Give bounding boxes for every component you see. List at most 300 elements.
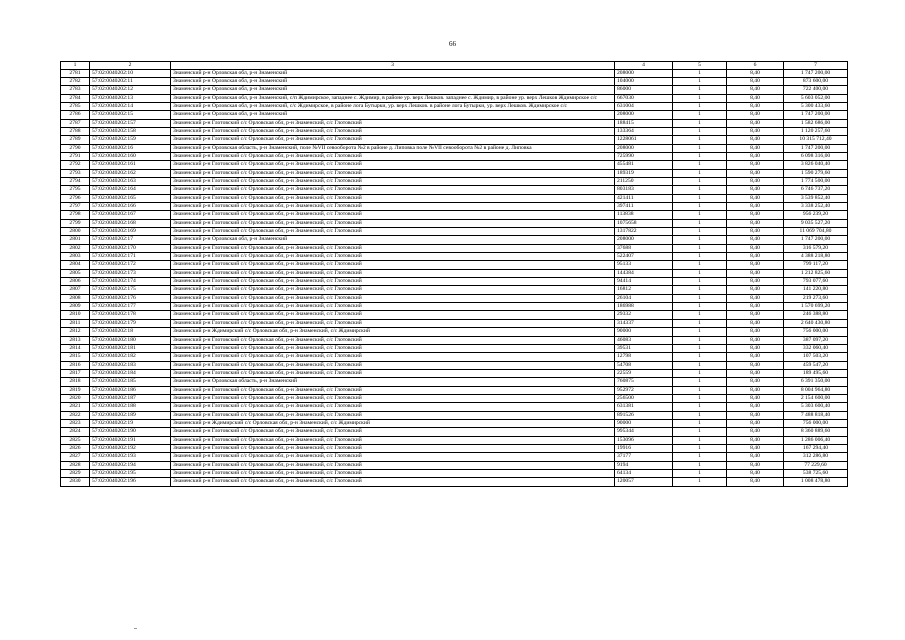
share-cell: 1 bbox=[673, 228, 727, 236]
cadastral-number-cell: 57:02:0040202:185 bbox=[90, 378, 171, 386]
share-cell: 1 bbox=[673, 203, 727, 211]
rate-cell: 8,40 bbox=[727, 361, 784, 369]
rate-cell: 8,40 bbox=[727, 428, 784, 436]
column-header: 6 bbox=[727, 62, 784, 70]
share-cell: 1 bbox=[673, 77, 727, 85]
share-cell: 1 bbox=[673, 478, 727, 486]
cadastral-value-cell: 2 640 430,80 bbox=[784, 319, 848, 327]
cadastral-value-cell: 5 603 052,00 bbox=[784, 94, 848, 102]
cadastral-value-cell: 1 286 006,40 bbox=[784, 436, 848, 444]
table-row bbox=[61, 386, 848, 394]
table-row bbox=[61, 203, 848, 211]
cadastral-number-cell: 57:02:0040202:165 bbox=[90, 194, 171, 202]
cadastral-value-cell: 387 097,20 bbox=[784, 336, 848, 344]
cadastral-number-cell: 57:02:0040202:195 bbox=[90, 470, 171, 478]
rate-cell: 8,40 bbox=[727, 269, 784, 277]
rate-cell: 8,40 bbox=[727, 228, 784, 236]
row-number-cell: 2801 bbox=[61, 236, 90, 244]
address-cell: Знаменский р-н Орловская обл, р-н Знаменский bbox=[171, 69, 615, 77]
address-cell: Знаменский р-н Орловская обл, р-н Знаменский bbox=[171, 236, 615, 244]
area-cell: 256500 bbox=[615, 394, 673, 402]
cadastral-value-cell: 1 747 200,00 bbox=[784, 144, 848, 152]
row-number-cell: 2792 bbox=[61, 161, 90, 169]
cadastral-number-cell: 57:02:0040202:184 bbox=[90, 369, 171, 377]
row-number-cell: 2820 bbox=[61, 394, 90, 402]
column-header: 4 bbox=[615, 62, 673, 70]
cadastral-number-cell: 57:02:0040202:161 bbox=[90, 161, 171, 169]
rate-cell: 8,40 bbox=[727, 102, 784, 110]
rate-cell: 8,40 bbox=[727, 311, 784, 319]
share-cell: 1 bbox=[673, 94, 727, 102]
table-row bbox=[61, 419, 848, 427]
rate-cell: 8,40 bbox=[727, 186, 784, 194]
rate-cell: 8,40 bbox=[727, 219, 784, 227]
row-number-cell: 2813 bbox=[61, 336, 90, 344]
address-cell: Знаменский р-н Глотовский с/с Орловская обл, р-н Знаменский, с/с Глотовский bbox=[171, 403, 615, 411]
address-cell: Знаменский р-н Глотовский с/с Орловская обл, р-н Знаменский, с/с Глотовский bbox=[171, 203, 615, 211]
row-number-cell: 2797 bbox=[61, 203, 90, 211]
address-cell: Знаменский р-н Глотовский с/с Орловская обл, р-н Знаменский, с/с Глотовский bbox=[171, 219, 615, 227]
row-number-cell: 2798 bbox=[61, 211, 90, 219]
table-row bbox=[61, 269, 848, 277]
rate-cell: 8,40 bbox=[727, 386, 784, 394]
table-row bbox=[61, 361, 848, 369]
area-cell: 39531 bbox=[615, 344, 673, 352]
area-cell: 153096 bbox=[615, 436, 673, 444]
cadastral-value-cell: 107 503,20 bbox=[784, 353, 848, 361]
row-number-cell: 2805 bbox=[61, 269, 90, 277]
cadastral-number-cell: 57:02:0040202:180 bbox=[90, 336, 171, 344]
cadastral-number-cell: 57:02:0040202:194 bbox=[90, 461, 171, 469]
cadastral-value-cell: 722 400,00 bbox=[784, 86, 848, 94]
cadastral-value-cell: 246 388,80 bbox=[784, 311, 848, 319]
cadastral-number-cell: 57:02:0040202:13 bbox=[90, 94, 171, 102]
cadastral-value-cell: 1 120 257,60 bbox=[784, 127, 848, 135]
rate-cell: 8,40 bbox=[727, 470, 784, 478]
cadastral-number-cell: 57:02:0040202:164 bbox=[90, 186, 171, 194]
cadastral-number-cell: 57:02:0040202:171 bbox=[90, 253, 171, 261]
table-row bbox=[61, 69, 848, 77]
table-row bbox=[61, 461, 848, 469]
address-cell: Знаменский р-н Орловская обл, р-н Знаменский, с/п Ждимирское, западнее с. Ждимир, в районе ур. верх Лешков. западнее с. Ждимир, в районе ур. верх Лешков Ждимирское с/с bbox=[171, 94, 615, 102]
area-cell: 104000 bbox=[615, 77, 673, 85]
area-cell: 54708 bbox=[615, 361, 673, 369]
rate-cell: 8,40 bbox=[727, 453, 784, 461]
address-cell: Знаменский р-н Глотовский с/с Орловская обл, р-н Знаменский, с/с Глотовский bbox=[171, 152, 615, 160]
row-number-cell: 2810 bbox=[61, 311, 90, 319]
cadastral-value-cell: 6 098 316,00 bbox=[784, 152, 848, 160]
area-cell: 22559 bbox=[615, 369, 673, 377]
cadastral-number-cell: 57:02:0040202:176 bbox=[90, 294, 171, 302]
table-row bbox=[61, 194, 848, 202]
cadastral-value-cell: 1 212 825,60 bbox=[784, 269, 848, 277]
row-number-cell: 2825 bbox=[61, 436, 90, 444]
share-cell: 1 bbox=[673, 219, 727, 227]
cadastral-number-cell: 57:02:0040202:18 bbox=[90, 328, 171, 336]
column-header: 2 bbox=[90, 62, 171, 70]
address-cell: Знаменский р-н Глотовский с/с Орловская обл, р-н Знаменский, с/с Глотовский bbox=[171, 253, 615, 261]
row-number-cell: 2784 bbox=[61, 94, 90, 102]
row-number-cell: 2807 bbox=[61, 286, 90, 294]
share-cell: 1 bbox=[673, 453, 727, 461]
share-cell: 1 bbox=[673, 319, 727, 327]
share-cell: 1 bbox=[673, 428, 727, 436]
row-number-cell: 2806 bbox=[61, 278, 90, 286]
address-cell: Знаменский р-н Глотовский с/с Орловская обл, р-н Знаменский, с/с Глотовский bbox=[171, 336, 615, 344]
share-cell: 1 bbox=[673, 353, 727, 361]
share-cell: 1 bbox=[673, 119, 727, 127]
table-body bbox=[61, 69, 848, 486]
area-cell: 891526 bbox=[615, 411, 673, 419]
row-number-cell: 2819 bbox=[61, 386, 90, 394]
area-cell: 144384 bbox=[615, 269, 673, 277]
rate-cell: 8,40 bbox=[727, 353, 784, 361]
share-cell: 1 bbox=[673, 394, 727, 402]
rate-cell: 8,40 bbox=[727, 328, 784, 336]
table-row bbox=[61, 86, 848, 94]
rate-cell: 8,40 bbox=[727, 478, 784, 486]
row-number-cell: 2823 bbox=[61, 419, 90, 427]
area-cell: 208000 bbox=[615, 144, 673, 152]
share-cell: 1 bbox=[673, 111, 727, 119]
row-number-cell: 2785 bbox=[61, 102, 90, 110]
area-cell: 95133 bbox=[615, 261, 673, 269]
row-number-cell: 2808 bbox=[61, 294, 90, 302]
row-number-cell: 2826 bbox=[61, 444, 90, 452]
cadastral-value-cell: 6 391 350,00 bbox=[784, 378, 848, 386]
share-cell: 1 bbox=[673, 369, 727, 377]
row-number-cell: 2822 bbox=[61, 411, 90, 419]
table-row bbox=[61, 353, 848, 361]
cadastral-number-cell: 57:02:0040202:16 bbox=[90, 144, 171, 152]
cadastral-value-cell: 873 600,00 bbox=[784, 77, 848, 85]
rate-cell: 8,40 bbox=[727, 411, 784, 419]
table-row bbox=[61, 403, 848, 411]
address-cell: Знаменский р-н Глотовский с/с Орловская обл, р-н Знаменский, с/с Глотовский bbox=[171, 436, 615, 444]
address-cell: Знаменский р-н Глотовский с/с Орловская обл, р-н Знаменский, с/с Глотовский bbox=[171, 161, 615, 169]
table-row bbox=[61, 219, 848, 227]
area-cell: 12798 bbox=[615, 353, 673, 361]
cadastral-number-cell: 57:02:0040202:169 bbox=[90, 228, 171, 236]
column-header: 7 bbox=[784, 62, 848, 70]
share-cell: 1 bbox=[673, 411, 727, 419]
share-cell: 1 bbox=[673, 470, 727, 478]
address-cell: Знаменский р-н Орловская обл, р-н Знаменский, с/с Ждимирское, в районе лога Бутырки, ур. верх Лешков. в районе лога Бутырки, ур. верх Лешков. Ждимирское с/с bbox=[171, 102, 615, 110]
area-cell: 19916 bbox=[615, 444, 673, 452]
share-cell: 1 bbox=[673, 136, 727, 144]
rate-cell: 8,40 bbox=[727, 294, 784, 302]
rate-cell: 8,40 bbox=[727, 344, 784, 352]
address-cell: Знаменский р-н Глотовский с/с Орловская обл, р-н Знаменский, с/с Глотовский bbox=[171, 444, 615, 452]
rate-cell: 8,40 bbox=[727, 261, 784, 269]
cadastral-number-cell: 57:02:0040202:167 bbox=[90, 211, 171, 219]
rate-cell: 8,40 bbox=[727, 286, 784, 294]
cadastral-value-cell: 1 590 279,60 bbox=[784, 169, 848, 177]
cadastral-value-cell: 1 774 500,00 bbox=[784, 177, 848, 185]
cadastral-value-cell: 141 220,80 bbox=[784, 286, 848, 294]
row-number-cell: 2803 bbox=[61, 253, 90, 261]
address-cell: Знаменский р-н Глотовский с/с Орловская обл, р-н Знаменский, с/с Глотовский bbox=[171, 136, 615, 144]
cadastral-value-cell: 756 000,00 bbox=[784, 419, 848, 427]
cadastral-value-cell: 956 239,20 bbox=[784, 211, 848, 219]
table-row bbox=[61, 77, 848, 85]
share-cell: 1 bbox=[673, 186, 727, 194]
table-row bbox=[61, 369, 848, 377]
area-cell: 1228061 bbox=[615, 136, 673, 144]
area-cell: 522407 bbox=[615, 253, 673, 261]
area-cell: 725990 bbox=[615, 152, 673, 160]
address-cell: Знаменский р-н Глотовский с/с Орловская обл, р-н Знаменский, с/с Глотовский bbox=[171, 244, 615, 252]
rate-cell: 8,40 bbox=[727, 152, 784, 160]
rate-cell: 8,40 bbox=[727, 336, 784, 344]
share-cell: 1 bbox=[673, 311, 727, 319]
rate-cell: 8,40 bbox=[727, 303, 784, 311]
table-row bbox=[61, 286, 848, 294]
area-cell: 208000 bbox=[615, 111, 673, 119]
cadastral-value-cell: 1 747 200,00 bbox=[784, 111, 848, 119]
rate-cell: 8,40 bbox=[727, 419, 784, 427]
land-register-table bbox=[60, 61, 848, 487]
address-cell: Знаменский р-н Ждимирский с/с Орловская обл, р-н Знаменский, с/с Ждимирский bbox=[171, 419, 615, 427]
table-row bbox=[61, 169, 848, 177]
rate-cell: 8,40 bbox=[727, 127, 784, 135]
cadastral-number-cell: 57:02:0040202:157 bbox=[90, 119, 171, 127]
table-row bbox=[61, 394, 848, 402]
area-cell: 37177 bbox=[615, 453, 673, 461]
rate-cell: 8,40 bbox=[727, 203, 784, 211]
row-number-cell: 2787 bbox=[61, 119, 90, 127]
area-cell: 133364 bbox=[615, 127, 673, 135]
address-cell: Знаменский р-н Глотовский с/с Орловская обл, р-н Знаменский, с/с Глотовский bbox=[171, 344, 615, 352]
cadastral-number-cell: 57:02:0040202:190 bbox=[90, 428, 171, 436]
cadastral-number-cell: 57:02:0040202:186 bbox=[90, 386, 171, 394]
rate-cell: 8,40 bbox=[727, 177, 784, 185]
share-cell: 1 bbox=[673, 86, 727, 94]
cadastral-value-cell: 3 826 040,40 bbox=[784, 161, 848, 169]
row-number-cell: 2789 bbox=[61, 136, 90, 144]
row-number-cell: 2783 bbox=[61, 86, 90, 94]
rate-cell: 8,40 bbox=[727, 461, 784, 469]
rate-cell: 8,40 bbox=[727, 111, 784, 119]
share-cell: 1 bbox=[673, 378, 727, 386]
row-number-cell: 2782 bbox=[61, 77, 90, 85]
page-number: 66 bbox=[449, 40, 456, 48]
cadastral-value-cell: 7 488 818,40 bbox=[784, 411, 848, 419]
address-cell: Знаменский р-н Глотовский с/с Орловская обл, р-н Знаменский, с/с Глотовский bbox=[171, 369, 615, 377]
row-number-cell: 2815 bbox=[61, 353, 90, 361]
area-cell: 90000 bbox=[615, 419, 673, 427]
share-cell: 1 bbox=[673, 294, 727, 302]
rate-cell: 8,40 bbox=[727, 244, 784, 252]
area-cell: 421411 bbox=[615, 194, 673, 202]
row-number-cell: 2814 bbox=[61, 344, 90, 352]
row-number-cell: 2788 bbox=[61, 127, 90, 135]
share-cell: 1 bbox=[673, 261, 727, 269]
cadastral-number-cell: 57:02:0040202:163 bbox=[90, 177, 171, 185]
cadastral-number-cell: 57:02:0040202:187 bbox=[90, 394, 171, 402]
cadastral-number-cell: 57:02:0040202:192 bbox=[90, 444, 171, 452]
share-cell: 1 bbox=[673, 236, 727, 244]
cadastral-value-cell: 1 747 200,00 bbox=[784, 69, 848, 77]
table-row bbox=[61, 177, 848, 185]
cadastral-number-cell: 57:02:0040202:19 bbox=[90, 419, 171, 427]
address-cell: Знаменский р-н Орловская обл, р-н Знаменский bbox=[171, 77, 615, 85]
cadastral-number-cell: 57:02:0040202:160 bbox=[90, 152, 171, 160]
column-header: 1 bbox=[61, 62, 90, 70]
address-cell: Знаменский р-н Ждимирский с/с Орловская обл, р-н Знаменский, с/с Ждимирский bbox=[171, 328, 615, 336]
cadastral-value-cell: 1 008 478,80 bbox=[784, 478, 848, 486]
address-cell: Знаменский р-н Глотовский с/с Орловская обл, р-н Знаменский, с/с Глотовский bbox=[171, 186, 615, 194]
table-row bbox=[61, 470, 848, 478]
cadastral-number-cell: 57:02:0040202:15 bbox=[90, 111, 171, 119]
area-cell: 186988 bbox=[615, 303, 673, 311]
row-number-cell: 2802 bbox=[61, 244, 90, 252]
share-cell: 1 bbox=[673, 278, 727, 286]
area-cell: 189319 bbox=[615, 169, 673, 177]
share-cell: 1 bbox=[673, 419, 727, 427]
rate-cell: 8,40 bbox=[727, 69, 784, 77]
cadastral-number-cell: 57:02:0040202:172 bbox=[90, 261, 171, 269]
cadastral-number-cell: 57:02:0040202:12 bbox=[90, 86, 171, 94]
row-number-cell: 2786 bbox=[61, 111, 90, 119]
address-cell: Знаменский р-н Глотовский с/с Орловская обл, р-н Знаменский, с/с Глотовский bbox=[171, 228, 615, 236]
share-cell: 1 bbox=[673, 461, 727, 469]
share-cell: 1 bbox=[673, 127, 727, 135]
share-cell: 1 bbox=[673, 211, 727, 219]
share-cell: 1 bbox=[673, 344, 727, 352]
rate-cell: 8,40 bbox=[727, 169, 784, 177]
cadastral-number-cell: 57:02:0040202:166 bbox=[90, 203, 171, 211]
area-cell: 952972 bbox=[615, 386, 673, 394]
cadastral-number-cell: 57:02:0040202:196 bbox=[90, 478, 171, 486]
table-row bbox=[61, 253, 848, 261]
cadastral-value-cell: 77 229,60 bbox=[784, 461, 848, 469]
cadastral-number-cell: 57:02:0040202:193 bbox=[90, 453, 171, 461]
column-number-row bbox=[61, 62, 848, 70]
cadastral-number-cell: 57:02:0040202:183 bbox=[90, 361, 171, 369]
area-cell: 94414 bbox=[615, 278, 673, 286]
cadastral-value-cell: 538 725,60 bbox=[784, 470, 848, 478]
cadastral-value-cell: 793 077,60 bbox=[784, 278, 848, 286]
area-cell: 90000 bbox=[615, 328, 673, 336]
table-row bbox=[61, 244, 848, 252]
row-number-cell: 2793 bbox=[61, 169, 90, 177]
rate-cell: 8,40 bbox=[727, 86, 784, 94]
share-cell: 1 bbox=[673, 361, 727, 369]
rate-cell: 8,40 bbox=[727, 161, 784, 169]
cadastral-number-cell: 57:02:0040202:178 bbox=[90, 311, 171, 319]
rate-cell: 8,40 bbox=[727, 369, 784, 377]
column-header: 3 bbox=[171, 62, 615, 70]
row-number-cell: 2790 bbox=[61, 144, 90, 152]
table-row bbox=[61, 294, 848, 302]
row-number-cell: 2809 bbox=[61, 303, 90, 311]
row-number-cell: 2796 bbox=[61, 194, 90, 202]
share-cell: 1 bbox=[673, 194, 727, 202]
area-cell: 208000 bbox=[615, 236, 673, 244]
row-number-cell: 2812 bbox=[61, 328, 90, 336]
cadastral-value-cell: 316 579,20 bbox=[784, 244, 848, 252]
table-row bbox=[61, 261, 848, 269]
address-cell: Знаменский р-н Глотовский с/с Орловская обл, р-н Знаменский, с/с Глотовский bbox=[171, 470, 615, 478]
area-cell: 1075658 bbox=[615, 219, 673, 227]
area-cell: 211250 bbox=[615, 177, 673, 185]
table-row bbox=[61, 319, 848, 327]
cadastral-number-cell: 57:02:0040202:191 bbox=[90, 436, 171, 444]
row-number-cell: 2830 bbox=[61, 478, 90, 486]
table-row bbox=[61, 136, 848, 144]
cadastral-value-cell: 167 294,40 bbox=[784, 444, 848, 452]
address-cell: Знаменский р-н Глотовский с/с Орловская обл, р-н Знаменский, с/с Глотовский bbox=[171, 386, 615, 394]
cadastral-number-cell: 57:02:0040202:189 bbox=[90, 411, 171, 419]
cadastral-value-cell: 11 069 704,80 bbox=[784, 228, 848, 236]
share-cell: 1 bbox=[673, 169, 727, 177]
share-cell: 1 bbox=[673, 386, 727, 394]
rate-cell: 8,40 bbox=[727, 119, 784, 127]
area-cell: 667030 bbox=[615, 94, 673, 102]
area-cell: 314337 bbox=[615, 319, 673, 327]
address-cell: Знаменский р-н Глотовский с/с Орловская обл, р-н Знаменский, с/с Глотовский bbox=[171, 269, 615, 277]
table-row bbox=[61, 328, 848, 336]
share-cell: 1 bbox=[673, 244, 727, 252]
address-cell: Знаменский р-н Орловская область, р-н Знаменский, поле №VII севооборота №2 в районе д. Липовка поле №VII севооборота №2 в районе д. Липовка bbox=[171, 144, 615, 152]
cadastral-value-cell: 9 035 527,20 bbox=[784, 219, 848, 227]
address-cell: Знаменский р-н Глотовский с/с Орловская обл, р-н Знаменский, с/с Глотовский bbox=[171, 353, 615, 361]
area-cell: 455481 bbox=[615, 161, 673, 169]
area-cell: 995344 bbox=[615, 428, 673, 436]
cadastral-value-cell: 3 539 852,40 bbox=[784, 194, 848, 202]
share-cell: 1 bbox=[673, 69, 727, 77]
row-number-cell: 2804 bbox=[61, 261, 90, 269]
table-row bbox=[61, 228, 848, 236]
rate-cell: 8,40 bbox=[727, 378, 784, 386]
area-cell: 120057 bbox=[615, 478, 673, 486]
cadastral-value-cell: 8 004 964,80 bbox=[784, 386, 848, 394]
table-row bbox=[61, 411, 848, 419]
share-cell: 1 bbox=[673, 286, 727, 294]
row-number-cell: 2795 bbox=[61, 186, 90, 194]
share-cell: 1 bbox=[673, 102, 727, 110]
address-cell: Знаменский р-н Глотовский с/с Орловская обл, р-н Знаменский, с/с Глотовский bbox=[171, 311, 615, 319]
table-row bbox=[61, 161, 848, 169]
cadastral-value-cell: 4 388 218,80 bbox=[784, 253, 848, 261]
cadastral-number-cell: 57:02:0040202:188 bbox=[90, 403, 171, 411]
row-number-cell: 2816 bbox=[61, 361, 90, 369]
table-row bbox=[61, 428, 848, 436]
cadastral-value-cell: 219 273,60 bbox=[784, 294, 848, 302]
address-cell: Знаменский р-н Глотовский с/с Орловская обл, р-н Знаменский, с/с Глотовский bbox=[171, 119, 615, 127]
area-cell: 64134 bbox=[615, 470, 673, 478]
address-cell: Знаменский р-н Орловская область, р-н Знаменский bbox=[171, 378, 615, 386]
area-cell: 188415 bbox=[615, 119, 673, 127]
table-row bbox=[61, 236, 848, 244]
cadastral-value-cell: 1 570 699,20 bbox=[784, 303, 848, 311]
area-cell: 37688 bbox=[615, 244, 673, 252]
cadastral-value-cell: 2 154 600,00 bbox=[784, 394, 848, 402]
cadastral-number-cell: 57:02:0040202:173 bbox=[90, 269, 171, 277]
rate-cell: 8,40 bbox=[727, 136, 784, 144]
area-cell: 631381 bbox=[615, 403, 673, 411]
area-cell: 113838 bbox=[615, 211, 673, 219]
cadastral-value-cell: 6 746 737,20 bbox=[784, 186, 848, 194]
area-cell: 86000 bbox=[615, 86, 673, 94]
address-cell: Знаменский р-н Глотовский с/с Орловская обл, р-н Знаменский, с/с Глотовский bbox=[171, 278, 615, 286]
row-number-cell: 2817 bbox=[61, 369, 90, 377]
cadastral-number-cell: 57:02:0040202:162 bbox=[90, 169, 171, 177]
address-cell: Знаменский р-н Глотовский с/с Орловская обл, р-н Знаменский, с/с Глотовский bbox=[171, 294, 615, 302]
cadastral-value-cell: 5 303 600,40 bbox=[784, 403, 848, 411]
cadastral-number-cell: 57:02:0040202:175 bbox=[90, 286, 171, 294]
